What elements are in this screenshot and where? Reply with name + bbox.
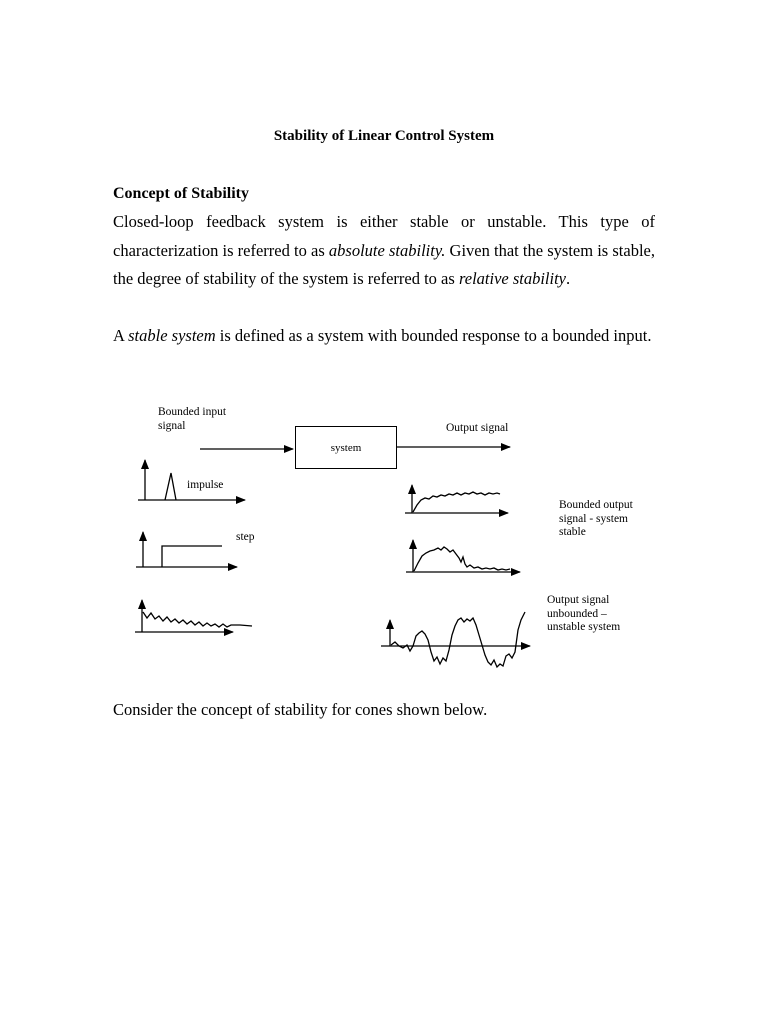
stable-system-term: stable system: [128, 326, 216, 345]
output-label: Output signal: [446, 422, 509, 434]
unbounded-line3: unstable system: [547, 621, 621, 633]
bounded-output-line1: Bounded output: [559, 499, 633, 511]
paragraph2-text-2: is defined as a system with bounded response to a bounded input.: [215, 326, 652, 345]
input-label: [158, 406, 226, 433]
relative-stability-term: relative stability: [458, 269, 567, 289]
bounded-output-line2: signal - system: [559, 512, 628, 525]
paragraph2-text-1: A: [113, 326, 129, 345]
input-label-line1: Bounded input: [158, 406, 227, 418]
bounded-output-plot-1: [405, 485, 508, 513]
absolute-stability-term: absolute stability.: [328, 240, 446, 260]
system-label: system: [330, 442, 362, 454]
paragraph1-text-1: Closed-loop feedback system is either stable or unstable. This type of characterization is referred to as: [113, 212, 655, 260]
system-block: [295, 426, 397, 469]
bounded-output-label: [559, 499, 633, 540]
unbounded-output-plot: [381, 612, 530, 667]
page-title: Stability of Linear Control System: [273, 128, 495, 144]
unbounded-output-label: [547, 594, 620, 635]
paragraph1-text-3: .: [566, 269, 571, 289]
section-heading: Concept of Stability: [113, 185, 249, 202]
step-label: step: [236, 531, 255, 543]
paragraph-cones-intro: Consider the concept of stability for cones shown below.: [113, 700, 488, 719]
unbounded-line2: unbounded –: [547, 607, 607, 620]
impulse-label: impulse: [187, 479, 224, 491]
input-label-line2: signal: [158, 419, 186, 432]
unbounded-line1: Output signal: [547, 594, 610, 606]
bounded-output-line3: stable: [559, 526, 586, 538]
paragraph1-text-2: Given that the system is stable, the degree of stability of the system is referred to as: [113, 240, 655, 289]
bounded-noise-input-plot: [135, 600, 252, 632]
step-plot: [136, 532, 237, 567]
bounded-output-plot-2: [406, 540, 520, 572]
